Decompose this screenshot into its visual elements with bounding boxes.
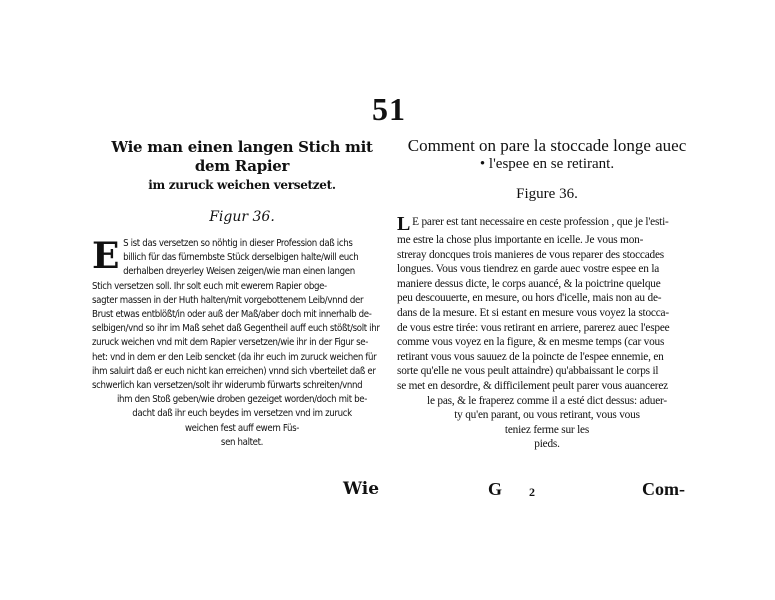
french-line: longues. Vous vous tiendrez en garde auec vostre espee en la xyxy=(397,263,660,276)
german-column xyxy=(92,138,392,450)
french-line: streray doncques trois manieres de vous reparer des stoccades xyxy=(397,248,664,261)
german-heading-line1: Wie man einen langen Stich mit dem Rapier xyxy=(111,138,373,175)
french-line: teniez ferme sur les xyxy=(504,423,590,436)
french-line: me estre la chose plus importante en icelle. Je vous mon- xyxy=(397,234,644,246)
french-line: peu descouuerte, en mesure, ou hors d'icelle, mais non au de- xyxy=(397,292,662,305)
german-body-text xyxy=(92,237,392,450)
german-line: dacht daß ihr euch beydes im versetzen vnd im zuruck xyxy=(132,408,352,420)
french-heading xyxy=(397,136,697,174)
french-line xyxy=(397,215,697,233)
german-catchword: Wie xyxy=(343,479,380,499)
german-line: ihm saluirt daß er euch nicht kan erreichen) vnnd sich vberteilet daß er xyxy=(92,365,376,377)
french-line-text: E parer est tant necessaire en ceste profession , que je l'esti- xyxy=(412,216,669,228)
german-line: S ist das versetzen so nöhtig in dieser Profession daß ichs xyxy=(123,238,353,249)
german-line: ihm den Stoß geben/wie droben gezeiget worden/doch mit be- xyxy=(116,394,368,406)
signature-number: 2 xyxy=(529,485,535,499)
german-line: sen haltet. xyxy=(220,436,264,448)
german-line: billich für das fürnembste Stück derselbigen halte/will euch xyxy=(123,252,359,264)
german-drop-cap: E xyxy=(92,235,120,277)
signature-mark: G xyxy=(488,479,503,499)
french-catchword: Com- xyxy=(642,479,685,499)
french-line: retirant vous vous sauuez de la poincte de l'espee ennemie, en xyxy=(397,350,664,363)
german-line: zuruck weichen vnd mit dem Rapier versetzen/wie ihr in der Figur se- xyxy=(92,337,369,349)
german-line: schwerlich kan versetzen/solt ihr widerumb fürwarts schreiten/vnnd xyxy=(92,380,363,392)
german-figure-caption: Figur 36. xyxy=(209,209,275,225)
french-heading-line1: Comment on pare la stoccade longe auec xyxy=(407,136,687,155)
german-line: selbigen/vnd so ihr im Maß sehet daß Gegentheil auff euch stößt/solt ihr xyxy=(92,323,380,335)
german-line: weichen fest auff ewern Füs- xyxy=(184,422,300,434)
french-line: le pas, & le fraperez comme il a esté dict dessus: aduer- xyxy=(427,394,667,407)
french-heading-line2: • l'espee en se retirant. xyxy=(479,156,615,172)
french-column xyxy=(397,136,697,452)
french-line: se met en desordre, & difficilement peult parer vous auancerez xyxy=(397,379,668,392)
german-line: Stich versetzen soll. Ihr solt euch mit ewerem Rapier obge- xyxy=(92,280,327,292)
german-heading-line2: im zuruck weichen versetzet. xyxy=(148,178,336,192)
page-number: 51 xyxy=(372,91,406,127)
french-drop-cap: L xyxy=(397,215,411,233)
german-line: het: vnd in dem er den Leib sencket (da ihr euch im zuruck weichen für xyxy=(92,351,377,363)
french-line: dans de la mesure. Et si estant en mesure vous voyez la stocca- xyxy=(397,306,669,319)
german-heading xyxy=(92,138,392,195)
french-line: maniere dessus dicte, le corps auancé, & la poictrine quelque xyxy=(397,277,661,290)
french-line: pieds. xyxy=(534,438,560,451)
french-line: sorte qu'elle ne vous peult attaindre) qu'abbaissant le corps il xyxy=(397,365,659,378)
french-line: comme vous voyez en la figure, & en mesme temps (car vous xyxy=(397,336,665,349)
german-line: derhalben dreyerley Weisen zeigen/wie man einen langen xyxy=(123,266,355,278)
french-body-text xyxy=(397,215,697,452)
german-line: sagter massen in der Huth halten/mit vorgebottenem Leib/vnnd der xyxy=(92,294,364,306)
french-line: de vous estre tirée: vous retirant en arriere, parerez auec l'espee xyxy=(397,321,670,334)
french-line: ty qu'en parant, ou vous retirant, vous vous xyxy=(454,409,640,422)
german-line: Brust etwas entblößt/in oder auß der Maß/aber doch mit innerhalb de- xyxy=(92,309,372,321)
french-figure-caption: Figure 36. xyxy=(516,186,578,202)
